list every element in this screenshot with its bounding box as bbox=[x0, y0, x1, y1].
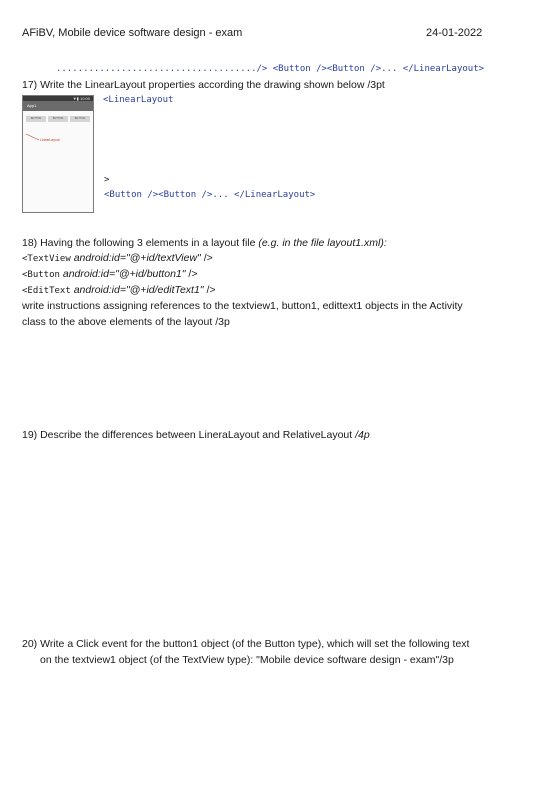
button-attr: android:id="@+id/button1" bbox=[62, 268, 186, 280]
question-18-lead: 18) Having the following 3 elements in a layout file bbox=[22, 237, 256, 249]
linearlayout-pointer-line bbox=[23, 96, 95, 156]
question-19-points: /4p bbox=[355, 429, 370, 441]
drawing-button-1: BUTTON bbox=[26, 116, 46, 122]
status-icons: ▼▮ 10:00 bbox=[72, 96, 90, 101]
drawing-button-3: BUTTON bbox=[70, 116, 90, 122]
phone-app-title: App1 bbox=[27, 103, 37, 108]
code-linearlayout-open: <LinearLayout bbox=[103, 95, 174, 105]
button-end: /> bbox=[188, 268, 198, 280]
question-18-instruction-1: write instructions assigning references to the textview1, button1, edittext1 objects in the Activity bbox=[22, 300, 463, 312]
layout-line-textview bbox=[22, 252, 213, 264]
code-linearlayout-close: <Button /><Button />... </LinearLayout> bbox=[104, 190, 316, 200]
question-18-text bbox=[22, 237, 387, 249]
question-20-line-2: on the textview1 object (of the TextView type): "Mobile device software design - exam"/3p bbox=[40, 654, 454, 666]
phone-layout-drawing bbox=[22, 95, 94, 213]
code-gt: > bbox=[104, 175, 110, 185]
layout-line-button bbox=[22, 268, 197, 280]
question-19-text bbox=[22, 429, 370, 441]
question-17-text: 17) Write the LinearLayout properties according the drawing shown below /3pt bbox=[22, 79, 385, 91]
question-18-note: (e.g. in the file layout1.xml): bbox=[258, 237, 387, 249]
linearlayout-label: LinearLayout bbox=[40, 138, 60, 142]
exam-date: 24-01-2022 bbox=[426, 27, 483, 39]
textview-attr: android:id="@+id/textView" bbox=[73, 252, 201, 264]
textview-tag: <TextView bbox=[22, 254, 71, 264]
edittext-tag: <EditText bbox=[22, 286, 71, 296]
drawing-button-2: BUTTON bbox=[48, 116, 68, 122]
question-19-lead: 19) Describe the differences between LineraLayout and RelativeLayout bbox=[22, 429, 353, 441]
textview-end: /> bbox=[203, 252, 213, 264]
question-20-line-1: 20) Write a Click event for the button1 object (of the Button type), which will set the following text bbox=[22, 638, 470, 650]
exam-title: AFiBV, Mobile device software design - exam bbox=[22, 27, 243, 39]
edittext-end: /> bbox=[206, 284, 216, 296]
question-18-instruction-2: class to the above elements of the layout /3p bbox=[22, 316, 230, 328]
button-tag: <Button bbox=[22, 270, 60, 280]
edittext-attr: android:id="@+id/editText1" bbox=[73, 284, 204, 296]
previous-code-line: ...................................../> <Button /><Button />... </LinearLayout> bbox=[56, 64, 485, 74]
layout-line-edittext bbox=[22, 284, 216, 296]
